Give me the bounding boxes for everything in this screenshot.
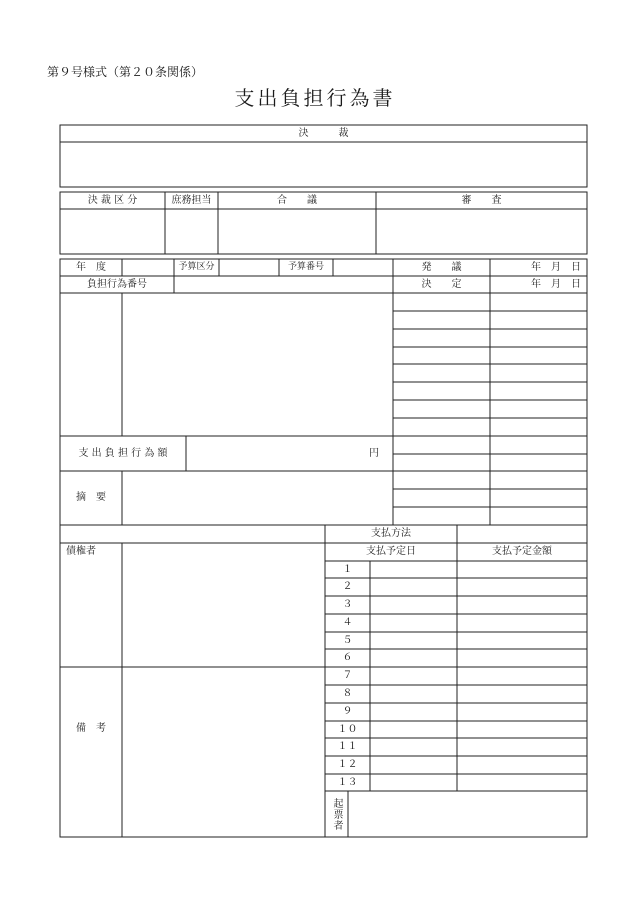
approval-clerk-field[interactable] [165, 209, 218, 254]
scheduled-amount-header: 支払予定金額 [492, 546, 552, 557]
payment-row-number: ２ [342, 581, 353, 592]
creditor-field[interactable] [122, 543, 325, 667]
payment-row-number: ３ [342, 599, 353, 610]
summary-label: 摘 要 [76, 492, 106, 503]
issue-label: 発 議 [421, 261, 462, 273]
payment-row-number: ８ [342, 688, 353, 699]
fiscal-year-label: 年 度 [76, 261, 106, 273]
payment-row-number: １２ [337, 759, 358, 770]
decide-label: 決 定 [421, 278, 462, 290]
decision-header: 決 裁 [298, 127, 349, 139]
creditor-label: 債権者 [66, 546, 96, 557]
drafter-field[interactable] [348, 791, 587, 837]
scheduled-date-header: 支払予定日 [366, 546, 416, 557]
budget-number-label: 予算番号 [287, 262, 324, 272]
payment-row-number: １０ [337, 723, 358, 735]
payment-row-number: ９ [342, 706, 353, 717]
budget-class-field[interactable] [219, 259, 279, 276]
payment-row-number: ７ [342, 670, 353, 681]
commitment-number-label: 負担行為番号 [87, 278, 147, 290]
page-title: 支出負担行為書 [234, 86, 396, 110]
payment-row-number: ６ [342, 652, 353, 663]
approval-review-field[interactable] [376, 209, 587, 254]
approval-consult-field[interactable] [218, 209, 376, 254]
decide-date[interactable]: 年 月 日 [531, 278, 581, 290]
detail-item-column[interactable] [60, 293, 122, 436]
approval-clerk-header: 庶務担当 [171, 194, 212, 206]
commitment-amount-label: 支 出 負 担 行 為 額 [78, 447, 168, 459]
remarks-field[interactable] [122, 667, 325, 837]
approval-consult-header: 合 議 [277, 194, 317, 206]
commitment-amount-unit: 円 [369, 447, 379, 459]
budget-number-field[interactable] [333, 259, 393, 276]
commitment-number-field[interactable] [174, 276, 393, 293]
payment-method-label: 支払方法 [371, 528, 411, 539]
approval-review-header: 審 査 [461, 194, 502, 206]
fiscal-year-field[interactable] [122, 259, 174, 276]
approval-category-field[interactable] [60, 209, 165, 254]
payment-method-field[interactable] [457, 525, 587, 543]
issue-date[interactable]: 年 月 日 [531, 261, 581, 273]
payment-row-number: １ [342, 563, 353, 575]
approval-category-header: 決 裁 区 分 [87, 194, 138, 206]
form-number: 第９号様式（第２０条関係） [47, 65, 204, 79]
payment-row-number: ４ [342, 617, 353, 628]
payment-row-number: ５ [342, 634, 353, 646]
payment-row-number: １１ [337, 741, 358, 752]
remarks-label: 備 考 [76, 723, 106, 734]
payment-row-number: １３ [337, 776, 358, 788]
budget-class-label: 予算区分 [178, 262, 215, 272]
drafter-label: 起票者 [331, 797, 342, 831]
detail-content-area[interactable] [122, 293, 393, 436]
summary-field[interactable] [122, 471, 393, 525]
decision-stamp-area[interactable] [60, 142, 587, 187]
